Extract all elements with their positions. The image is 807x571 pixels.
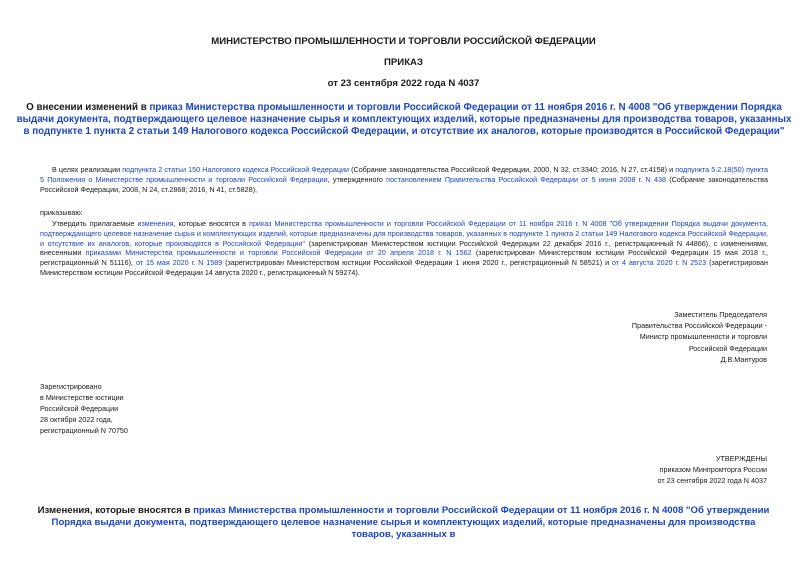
preamble-text-3: , утвержденного <box>327 174 387 184</box>
approval-line: УТВЕРЖДЕНЫ <box>715 454 767 463</box>
registration-line: Зарегистрировано <box>40 382 102 391</box>
order-link-order-4008[interactable]: приказ Министерства промышленности и торговли Российской Федерации от 11 ноября 2016 г. N 4008 "Об утверждении Порядка выдачи документа, подтверждающего целевое назначение сырья и комплектующих изделий, которые предназначены для производства товаров, указанных в подпункте 1 пункта 2 статьи 149 Налогового кодекса Российской Федерации, и отсутствие их аналогов, которые производятся в Российской Федерации" <box>40 219 768 248</box>
registration-line: регистрационный N 70750 <box>40 426 128 435</box>
title-link[interactable]: приказ Министерства промышленности и торговли Российской Федерации от 11 ноября 2016 г. N 4008 "Об утверждении Порядка выдачи документа, подтверждающего целевое назначение сырья и комплектующих изделий, которые предназначены для производства товаров, указанных в подпункте 1 пункта 2 статьи 149 Налогового кодекса Российской Федерации, и отсутствие их аналогов, которые производятся в Российской Федерации" <box>16 102 792 138</box>
order-text-5: (зарегистрирован Министерством юстиции Российской Федерации 1 июня 2020 г., регистрационный N 58521) и <box>222 258 612 268</box>
preamble-text-4: (Собрание законодательства Российской Федерации, 2008, N 24, ст.2868; 2016, N 41, ст.5828), <box>40 174 769 194</box>
changes-title-prefix: Изменения, которые вносятся в <box>37 505 194 516</box>
signature-block <box>567 309 767 365</box>
document-date-number: от 23 сентября 2022 года N 4037 <box>327 78 480 89</box>
ministry-heading: МИНИСТЕРСТВО ПРОМЫШЛЕННОСТИ И ТОРГОВЛИ РОССИЙСКОЙ ФЕДЕРАЦИИ <box>211 36 596 47</box>
order-paragraph <box>40 219 768 278</box>
registration-line: 28 октября 2022 года, <box>40 415 113 424</box>
order-text-3: (зарегистрирован Министерством юстиции Российской Федерации 22 декабря 2016 г., регистрационный N 44866), с изменениями, внесенными <box>40 238 769 258</box>
changes-title <box>30 505 777 542</box>
preamble-link-regulation[interactable]: подпункта 5.2.18(50) пункта 5 Положения о Министерстве промышленности и торговли Российской Федерации <box>40 165 768 184</box>
registration-line: Российской Федерации <box>40 404 119 413</box>
order-link-changes[interactable]: изменения <box>137 219 174 228</box>
signature-line: Российской Федерации <box>688 343 767 353</box>
signature-line: Заместитель Председателя <box>674 310 767 319</box>
preamble-text-1: В целях реализации <box>52 165 123 174</box>
approval-line: приказом Минпромторга России <box>659 465 767 475</box>
signature-line: Министр промышленности и торговли <box>639 332 767 342</box>
registration-line: в Министерстве юстиции <box>40 393 124 402</box>
signature-line: Правительства Российской Федерации - <box>631 321 767 331</box>
order-text-4: (зарегистрирован Министерством юстиции Российской Федерации 15 мая 2018 г., регистрационный N 51116), <box>40 248 769 268</box>
order-text-1: Утвердить прилагаемые <box>52 219 138 228</box>
order-word: приказываю: <box>40 208 83 217</box>
preamble-text-2: (Собрание законодательства Российской Федерации, 2000, N 32, ст.3340; 2016, N 27, ст.4158) и <box>348 165 676 174</box>
preamble-link-tax-code[interactable]: подпункта 2 статьи 150 Налогового кодекса Российской Федерации <box>122 165 349 174</box>
order-text-2: , которые вносятся в <box>173 219 250 228</box>
order-link-order-2523[interactable]: от 4 августа 2020 г. N 2523 <box>612 258 707 268</box>
document-title <box>14 102 794 139</box>
preamble-paragraph <box>40 165 768 194</box>
order-link-order-1562[interactable]: приказами Министерства промышленности и торговли Российской Федерации от 20 апреля 2018 г. N 1562 <box>85 248 472 258</box>
signature-name: Д.В.Мантуров <box>720 354 767 364</box>
order-text-6: (зарегистрирован Министерством юстиции Российской Федерации 14 августа 2020 г., регистрационный N 59274). <box>40 258 768 277</box>
document-type: ПРИКАЗ <box>384 57 423 68</box>
approval-line: от 23 сентября 2022 года N 4037 <box>657 476 767 486</box>
changes-title-link[interactable]: приказ Министерства промышленности и торговли Российской Федерации от 11 ноября 2016 г. N 4008 "Об утверждении Порядка выдачи документа, подтверждающего целевое назначение сырья и комплектующих изделий, которые предназначены для производства товаров, указанных в <box>51 505 770 541</box>
approval-block <box>567 453 767 487</box>
preamble-link-decree[interactable]: постановлением Правительства Российской Федерации от 5 июня 2008 г. N 438 <box>386 174 666 184</box>
registration-block <box>40 381 240 436</box>
order-link-order-1589[interactable]: от 15 мая 2020 г. N 1589 <box>135 258 223 268</box>
title-prefix: О внесении изменений в <box>26 102 150 113</box>
